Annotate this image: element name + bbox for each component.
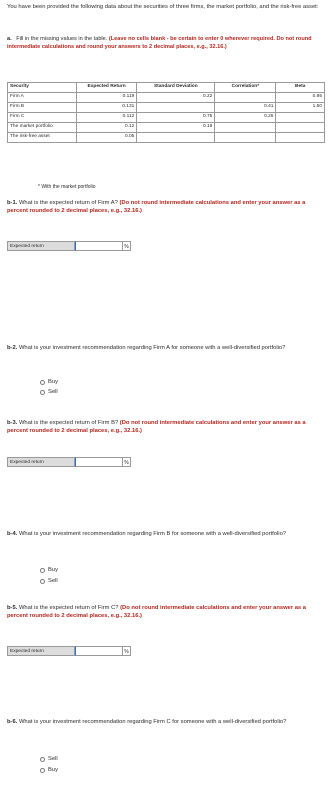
header-expected-return: Expected Return <box>76 83 136 93</box>
radio-circle-icon[interactable] <box>40 568 45 573</box>
b4-radio-sell[interactable] <box>40 578 58 586</box>
question-b1-label: b-1. <box>7 200 18 206</box>
cell-beta: 1.50 <box>276 103 325 113</box>
table-row <box>8 103 325 113</box>
part-a-label: a. <box>7 36 12 42</box>
input-standard-deviation[interactable] <box>137 133 215 143</box>
cell-security: The risk-free asset <box>8 133 77 143</box>
input-beta[interactable] <box>276 123 325 133</box>
question-b3-text: What is the expected return of Firm B? <box>18 420 119 426</box>
radio-label: Buy <box>48 379 58 385</box>
header-standard-deviation: Standard Deviation <box>137 83 215 93</box>
percent-unit: % <box>123 241 131 251</box>
cell-standard-deviation: 0.19 <box>137 123 215 133</box>
input-beta[interactable] <box>276 113 325 123</box>
b4-radio-buy[interactable] <box>40 567 58 575</box>
question-b3 <box>7 420 325 436</box>
expected-return-label: Expected return <box>7 457 75 467</box>
question-b1-text: What is the expected return of Firm A? <box>18 200 118 206</box>
radio-circle-icon[interactable] <box>40 757 45 762</box>
cell-expected-return: 0.05 <box>76 133 136 143</box>
header-correlation: Correlation* <box>215 83 276 93</box>
radio-circle-icon[interactable] <box>40 768 45 773</box>
cell-security: Firm B <box>8 103 77 113</box>
radio-circle-icon[interactable] <box>40 390 45 395</box>
question-b1 <box>7 200 325 216</box>
question-b2-text: What is your investment recommendation regarding Firm A for someone with a well-diversified portfolio? <box>18 345 286 351</box>
input-standard-deviation[interactable] <box>137 103 215 113</box>
radio-circle-icon[interactable] <box>40 380 45 385</box>
cell-expected-return: 0.131 <box>76 103 136 113</box>
b1-expected-return-row <box>7 241 131 251</box>
question-b1-instructions: (Do not round intermediate calculations and enter your answer as a percent rounded to 2 decimal places, e.g., 32.16.) <box>7 200 306 214</box>
question-b4 <box>7 531 325 539</box>
question-b6-text: What is your investment recommendation regarding Firm C for someone with a well-diversified portfolio? <box>18 719 287 725</box>
table-row <box>8 113 325 123</box>
table-row <box>8 133 325 143</box>
input-beta[interactable] <box>276 133 325 143</box>
cell-expected-return: 0.112 <box>76 113 136 123</box>
question-b5-instructions: (Do not round intermediate calculations and enter your answer as a percent rounded to 2 decimal places, e.g., 32.16.) <box>7 605 306 619</box>
b2-radio-buy[interactable] <box>40 379 58 387</box>
cell-beta: 0.95 <box>276 93 325 103</box>
input-correlation[interactable] <box>215 133 276 143</box>
question-b5-label: b-5. <box>7 605 18 611</box>
cell-expected-return: 0.119 <box>76 93 136 103</box>
header-beta: Beta <box>276 83 325 93</box>
percent-unit: % <box>123 646 131 656</box>
radio-label: Buy <box>48 567 58 573</box>
b3-expected-return-row <box>7 457 131 467</box>
table-header-row <box>8 83 325 93</box>
question-b5 <box>7 605 325 621</box>
question-b3-label: b-3. <box>7 420 18 426</box>
radio-label: Buy <box>48 767 58 773</box>
cell-correlation: 0.26 <box>215 113 276 123</box>
cell-security: Firm A <box>8 93 77 103</box>
percent-unit: % <box>123 457 131 467</box>
cell-correlation: 0.41 <box>215 103 276 113</box>
intro-text: You have been provided the following data about the securities of three firms, the market portfolio, and the risk-free asset: <box>7 4 319 10</box>
part-a-red-instructions: (Leave no cells blank - be certain to enter 0 wherever required. Do not round intermediate calculations and round your answers to 2 decimal places, e.g., 32.16.) <box>7 36 312 50</box>
input-correlation[interactable] <box>215 93 276 103</box>
cell-standard-deviation: 0.22 <box>137 93 215 103</box>
cell-standard-deviation: 0.75 <box>137 113 215 123</box>
cell-security: Firm C <box>8 113 77 123</box>
table-footnote: * With the market portfolio <box>38 184 96 190</box>
question-b5-text: What is the expected return of Firm C? <box>18 605 119 611</box>
b3-expected-return-input[interactable] <box>75 457 123 467</box>
radio-label: Sell <box>48 756 58 762</box>
cell-security: The market portfolio <box>8 123 77 133</box>
radio-label: Sell <box>48 389 58 395</box>
question-b2 <box>7 345 325 353</box>
table-row <box>8 123 325 133</box>
question-b4-label: b-4. <box>7 531 18 537</box>
cell-expected-return: 0.12 <box>76 123 136 133</box>
expected-return-label: Expected return <box>7 241 75 251</box>
expected-return-label: Expected return <box>7 646 75 656</box>
securities-table <box>7 82 325 143</box>
b6-radio-buy[interactable] <box>40 767 58 775</box>
radio-circle-icon[interactable] <box>40 579 45 584</box>
question-b6 <box>7 719 325 727</box>
question-b6-label: b-6. <box>7 719 18 725</box>
part-a-text: Fill in the missing values in the table. <box>16 36 108 42</box>
table-row <box>8 93 325 103</box>
question-b3-instructions: (Do not round intermediate calculations and enter your answer as a percent rounded to 2 decimal places, e.g., 32.16.) <box>7 420 306 434</box>
question-b2-label: b-2. <box>7 345 18 351</box>
b5-expected-return-row <box>7 646 131 656</box>
input-correlation[interactable] <box>215 123 276 133</box>
radio-label: Sell <box>48 578 58 584</box>
b6-radio-sell[interactable] <box>40 756 58 764</box>
b1-expected-return-input[interactable] <box>75 241 123 251</box>
part-a-instructions <box>7 36 325 51</box>
header-security: Security <box>8 83 77 93</box>
b2-radio-sell[interactable] <box>40 389 58 397</box>
question-b4-text: What is your investment recommendation regarding Firm B for someone with a well-diversified portfolio? <box>18 531 287 537</box>
b5-expected-return-input[interactable] <box>75 646 123 656</box>
